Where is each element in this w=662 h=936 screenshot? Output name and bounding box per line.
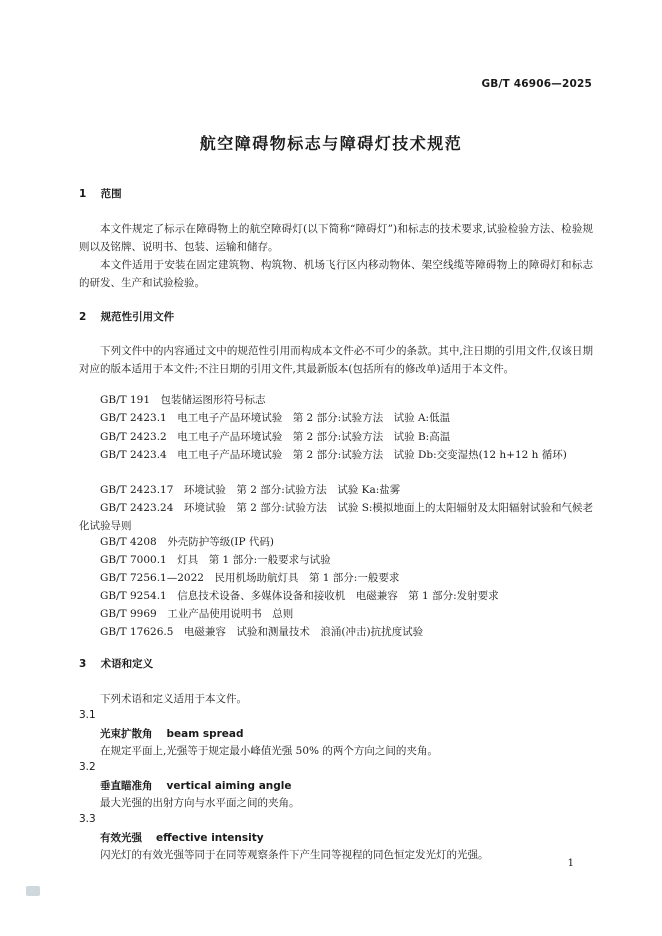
page-title: 航空障碍物标志与障碍灯技术规范 — [199, 134, 463, 153]
section-title: 术语和定义 — [100, 658, 154, 670]
term-heading — [100, 778, 292, 793]
reference-item: GB/T 191 包装储运图形符号标志 — [100, 394, 266, 406]
term-number: 3.1 — [79, 709, 96, 721]
reference-item: GB/T 9969 工业产品使用说明书 总则 — [100, 608, 294, 620]
corner-watermark-icon — [26, 886, 40, 896]
reference-item: GB/T 2423.24 环境试验 第 2 部分:试验方法 试验 S:模拟地面上的太阳辐射及太阳辐射试验和气候老化试验导则 — [79, 502, 593, 532]
term-en: beam spread — [166, 728, 244, 740]
section-number: 3 — [79, 658, 87, 670]
reference-item: GB/T 7256.1—2022 民用机场助航灯具 第 1 部分:一般要求 — [100, 572, 400, 584]
term-zh: 垂直瞄准角 — [100, 780, 153, 792]
term-number: 3.2 — [79, 761, 96, 773]
term-zh: 有效光强 — [100, 832, 142, 844]
section-title: 规范性引用文件 — [100, 311, 175, 323]
paragraph: 下列文件中的内容通过文中的规范性引用而构成本文件必不可少的条款。其中,注日期的引用文件,仅该日期对应的版本适用于本文件;不注日期的引用文件,其最新版本(包括所有的修改单)适用于本文件。 — [79, 345, 593, 375]
term-en: vertical aiming angle — [166, 780, 292, 792]
standard-number: GB/T 46906—2025 — [481, 78, 592, 90]
section-heading-1 — [79, 186, 122, 201]
paragraph: 本文件适用于安装在固定建筑物、构筑物、机场飞行区内移动物体、架空线缆等障碍物上的障碍灯和标志的研发、生产和试验检验。 — [79, 259, 593, 289]
reference-item: GB/T 2423.1 电工电子产品环境试验 第 2 部分:试验方法 试验 A:低温 — [100, 412, 451, 424]
term-number: 3.3 — [79, 813, 96, 825]
term-definition: 闪光灯的有效光强等同于在同等观察条件下产生同等视程的同色恒定发光灯的光强。 — [100, 849, 489, 861]
paragraph: 下列术语和定义适用于本文件。 — [100, 693, 247, 705]
reference-item: GB/T 2423.17 环境试验 第 2 部分:试验方法 试验 Ka:盐雾 — [100, 484, 401, 496]
reference-item: GB/T 4208 外壳防护等级(IP 代码) — [100, 536, 274, 548]
section-number: 1 — [79, 188, 87, 200]
term-definition: 最大光强的出射方向与水平面之间的夹角。 — [100, 797, 300, 809]
reference-item: GB/T 7000.1 灯具 第 1 部分:一般要求与试验 — [100, 554, 331, 566]
term-heading — [100, 830, 264, 845]
paragraph: 本文件规定了标示在障碍物上的航空障碍灯(以下简称“障碍灯”)和标志的技术要求,试验检验方法、检验规则以及铭牌、说明书、包装、运输和储存。 — [79, 223, 593, 253]
reference-item: GB/T 9254.1 信息技术设备、多媒体设备和接收机 电磁兼容 第 1 部分:发射要求 — [100, 590, 499, 602]
section-heading-3 — [79, 656, 153, 671]
reference-item: GB/T 17626.5 电磁兼容 试验和测量技术 浪涌(冲击)抗扰度试验 — [100, 626, 424, 638]
term-heading — [100, 726, 244, 741]
section-heading-2 — [79, 309, 174, 324]
reference-item: GB/T 2423.4 电工电子产品环境试验 第 2 部分:试验方法 试验 Db:交变湿热(12 h+12 h 循环) — [100, 449, 567, 461]
term-en: effective intensity — [156, 832, 264, 844]
section-number: 2 — [79, 311, 87, 323]
reference-item: GB/T 2423.2 电工电子产品环境试验 第 2 部分:试验方法 试验 B:高温 — [100, 431, 451, 443]
section-title: 范围 — [100, 188, 122, 200]
term-definition: 在规定平面上,光强等于规定最小峰值光强 50% 的两个方向之间的夹角。 — [100, 745, 438, 757]
term-zh: 光束扩散角 — [100, 728, 153, 740]
page-number: 1 — [567, 858, 574, 869]
